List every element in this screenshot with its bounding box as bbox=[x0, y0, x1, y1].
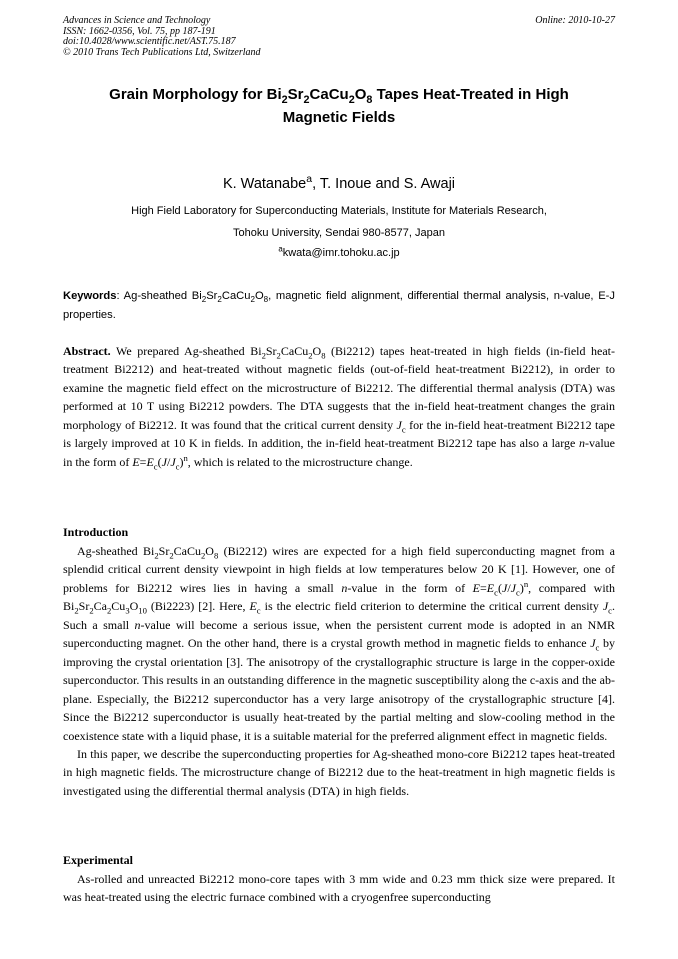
author-list: K. Watanabe$^a$, T. Inoue and S. Awaji bbox=[222, 174, 456, 192]
intro-paragraph-1: Ag-sheathed $Bi_2Sr_2CaCu_2O_8$ (Bi2212) wires are expected for a high field superconducting magnet from a splendid critical current density viewpoint in high fields at low temperatures below 20 K [1]. However, one of problems for Bi2212 wires lies in having a small n-value in the form of $E=E_c(J/J_c)^n$, compared with $Bi_2Sr_2Ca_2Cu_3O_{10}$ (Bi2223) [2]. Here, $E_c$ is the electric field criterion to determine the critical current density $J_c$. Such a small n-value will become a serious issue, when the persistent current mode is adopted in an NMR superconducting magnet. On the other hand, there is a crystal growth method in magnetic fields to enhance $J_c$ by improving the crystal orientation [3]. The anisotropy of the crystallographic structure is large in the copper-oxide superconductor. This results in an outstanding difference in the magnetic susceptibility along the c-axis and the ab-plane. Especially, the Bi2212 superconductor has a very large anisotropy of the crystallographic structure [4]. Since the Bi2212 superconductor is usually heat-treated by the partial melting and slow-cooling method in the coexistence state with a liquid phase, it is a suitable material for the preferred alignment effect in magnetic fields. bbox=[63, 544, 616, 743]
abstract-label: Abstract. bbox=[63, 344, 111, 358]
journal-header bbox=[63, 16, 615, 58]
introduction-body bbox=[63, 542, 615, 800]
affiliation bbox=[63, 200, 615, 244]
affiliation-line-1: High Field Laboratory for Superconducting Materials, Institute for Materials Research, bbox=[131, 205, 547, 217]
title-line-1: Grain Morphology for $Bi_2Sr_2CaCu_2O_8$ Tapes Heat-Treated in High bbox=[109, 86, 569, 106]
author-email: $^a$kwata@imr.tohoku.ac.jp bbox=[278, 244, 400, 259]
journal-doi: doi:10.4028/www.scientific.net/AST.75.187 bbox=[63, 36, 236, 48]
journal-copyright: © 2010 Trans Tech Publications Ltd, Switzerland bbox=[63, 46, 261, 58]
title-line-2: Magnetic Fields bbox=[282, 109, 396, 126]
intro-paragraph-2: In this paper, we describe the superconducting properties for Ag-sheathed mono-core Bi2212 tapes heat-treated in high magnetic fields. The microstructure change of Bi2212 due to the heat-treatment in high magnetic fields is investigated using the differential thermal analysis (DTA) in high fields. bbox=[63, 746, 615, 798]
journal-issn: ISSN: 1662-0356, Vol. 75, pp 187-191 bbox=[63, 25, 216, 37]
experimental-paragraph-1: As-rolled and unreacted Bi2212 mono-core tapes with 3 mm wide and 0.23 mm thick size were prepared. It was heat-treated using the electric furnace combined with a cryogenfree superconducting bbox=[63, 872, 615, 905]
affiliation-line-2: Tohoku University, Sendai 980-8577, Japan bbox=[233, 227, 445, 239]
introduction-heading: Introduction bbox=[63, 525, 129, 539]
abstract: Abstract. We prepared Ag-sheathed $Bi_2Sr_2CaCu_2O_8$ (Bi2212) tapes heat-treated in high fields (in-field heat-treatment Bi2212) and heat-treated without magnetic fields (out-of-field heat-treatment Bi2212), in order to examine the magnetic field effect on the microstructure of Bi2212. The differential thermal analysis (DTA) was performed at 10 T using Bi2212 powders. The DTA suggests that the in-field heat-treatment changes the grain morphology of Bi2212. It was found that the critical current density $J_c$ for the in-field heat-treatment Bi2212 tape is largely improved at 10 K in fields. In addition, the in-field heat-treatment Bi2212 tape has also a large n-value in the form of $E=E_c(J/J_c)^n$, which is related to the microstructure change. bbox=[63, 344, 616, 472]
experimental-heading: Experimental bbox=[63, 853, 133, 867]
paper-title bbox=[63, 83, 615, 129]
online-date: Online: 2010-10-27 bbox=[535, 15, 615, 26]
keywords: Keywords: Ag-sheathed $Bi_2Sr_2CaCu_2O_8$, magnetic field alignment, differential thermal analysis, n-value, E-J properties. bbox=[63, 290, 615, 321]
keywords-label: Keywords bbox=[63, 290, 117, 302]
journal-name: Advances in Science and Technology bbox=[63, 15, 211, 26]
experimental-body bbox=[63, 870, 615, 907]
